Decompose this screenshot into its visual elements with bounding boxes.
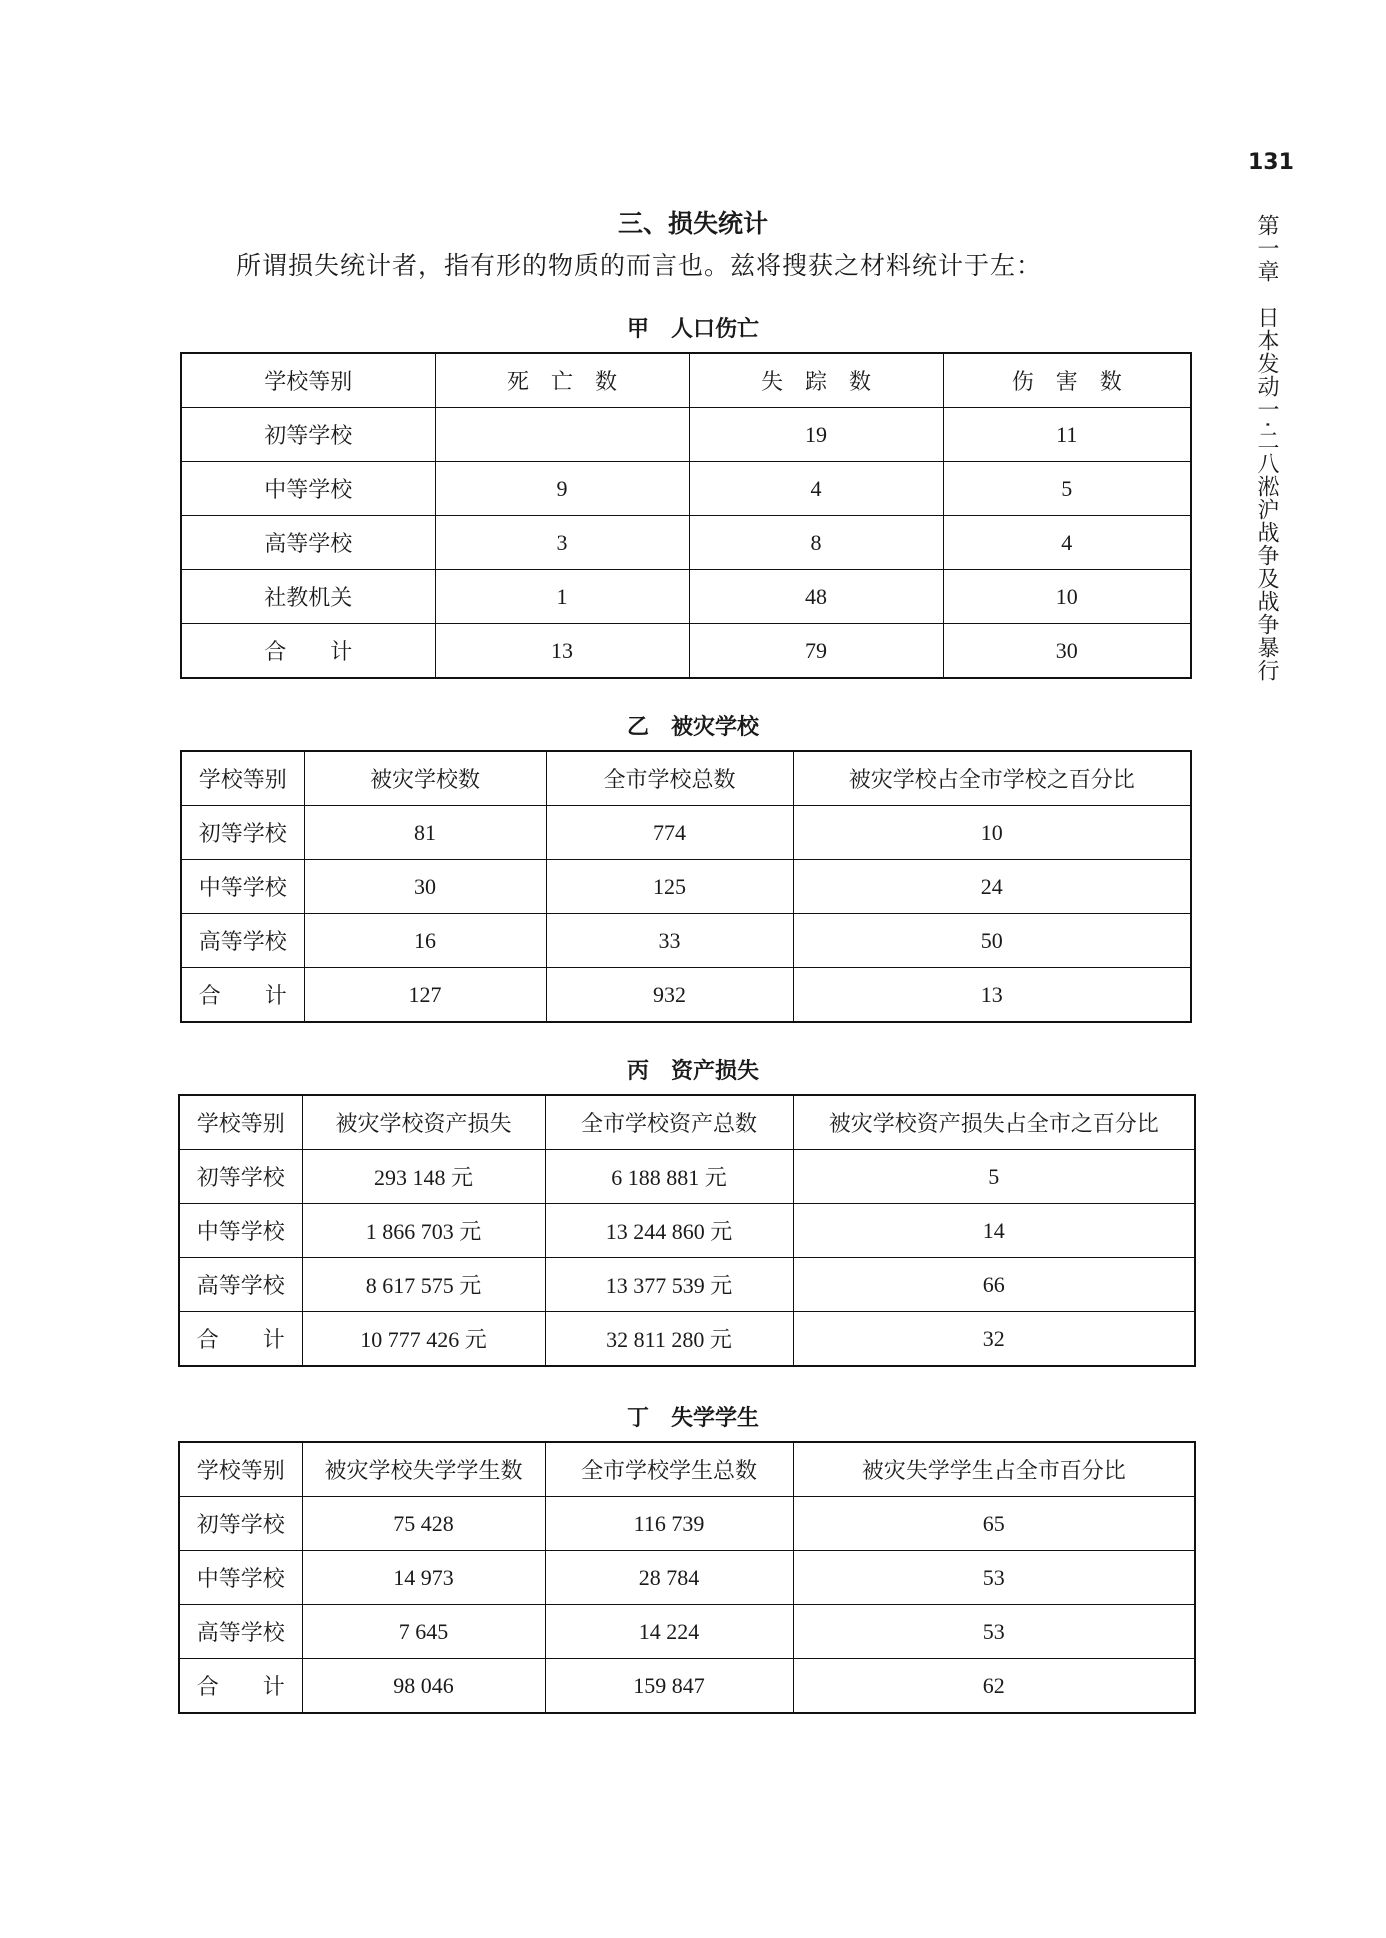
header-cell: 被灾学校占全市学校之百分比: [793, 751, 1191, 806]
table-cell: 13 244 860 元: [545, 1204, 793, 1258]
table-row: [181, 408, 1191, 462]
row-label: 高等学校: [181, 914, 304, 968]
table-cell: 9: [435, 462, 689, 516]
header-cell: 全市学校资产总数: [545, 1095, 793, 1150]
table-cell: 11: [943, 408, 1191, 462]
row-label: 合 计: [181, 624, 435, 679]
row-label: 初等学校: [179, 1150, 302, 1204]
table-cell: 30: [304, 860, 546, 914]
table-row: [179, 1258, 1195, 1312]
table-header-row: [181, 353, 1191, 408]
table-cell: 3: [435, 516, 689, 570]
chapter-side-header: 第一章 日本发动一·二八淞沪战争及战争暴行: [1254, 214, 1279, 682]
table-cell: 125: [546, 860, 793, 914]
table-row: [179, 1204, 1195, 1258]
row-label: 合 计: [181, 968, 304, 1023]
table-row: [181, 462, 1191, 516]
table-row: [181, 860, 1191, 914]
table-row: [179, 1497, 1195, 1551]
table-cell: 32: [793, 1312, 1195, 1367]
header-cell: 伤 害 数: [943, 353, 1191, 408]
table-row: [181, 806, 1191, 860]
header-cell: 失 踪 数: [689, 353, 943, 408]
header-cell: 死 亡 数: [435, 353, 689, 408]
table-cell: 30: [943, 624, 1191, 679]
table-cell: 65: [793, 1497, 1195, 1551]
header-cell: 被灾失学学生占全市百分比: [793, 1442, 1195, 1497]
row-label: 合 计: [179, 1659, 302, 1714]
table-cell: 98 046: [302, 1659, 545, 1714]
table-row: [181, 914, 1191, 968]
table-cell: 13 377 539 元: [545, 1258, 793, 1312]
table-cell: 32 811 280 元: [545, 1312, 793, 1367]
table-title-affected-schools: 乙 被灾学校: [626, 715, 759, 740]
table-header-row: [179, 1442, 1195, 1497]
table-cell: 127: [304, 968, 546, 1023]
table-cell: 116 739: [545, 1497, 793, 1551]
table-cell: 13: [793, 968, 1191, 1023]
table-row: [179, 1312, 1195, 1367]
table-cell: 62: [793, 1659, 1195, 1714]
table-title-casualties: 甲 人口伤亡: [626, 317, 759, 342]
table-cell: 53: [793, 1605, 1195, 1659]
table-cell: 50: [793, 914, 1191, 968]
table-row: [179, 1150, 1195, 1204]
table-title-asset-loss: 丙 资产损失: [626, 1059, 759, 1084]
table-cell: 5: [793, 1150, 1195, 1204]
affected-schools-table: [180, 750, 1192, 1023]
table-cell: 10: [943, 570, 1191, 624]
row-label: 高等学校: [179, 1605, 302, 1659]
table-header-row: [179, 1095, 1195, 1150]
table-cell: 932: [546, 968, 793, 1023]
table-cell: 53: [793, 1551, 1195, 1605]
table-cell: 5: [943, 462, 1191, 516]
table-cell: 774: [546, 806, 793, 860]
table-cell: 75 428: [302, 1497, 545, 1551]
header-cell: 全市学校学生总数: [545, 1442, 793, 1497]
table-cell: 48: [689, 570, 943, 624]
header-cell: 全市学校总数: [546, 751, 793, 806]
table-cell: 14: [793, 1204, 1195, 1258]
row-label: 中等学校: [179, 1551, 302, 1605]
table-header-row: [181, 751, 1191, 806]
table-row: [181, 570, 1191, 624]
table-row: [179, 1659, 1195, 1714]
row-label: 初等学校: [181, 408, 435, 462]
row-label: 初等学校: [179, 1497, 302, 1551]
row-label: 中等学校: [181, 860, 304, 914]
table-cell: 4: [689, 462, 943, 516]
table-cell: 8 617 575 元: [302, 1258, 545, 1312]
header-cell: 学校等别: [181, 353, 435, 408]
table-cell: 14 224: [545, 1605, 793, 1659]
table-cell: 8: [689, 516, 943, 570]
table-cell: 10: [793, 806, 1191, 860]
table-cell: 79: [689, 624, 943, 679]
table-cell: [435, 408, 689, 462]
table-cell: 24: [793, 860, 1191, 914]
table-cell: 10 777 426 元: [302, 1312, 545, 1367]
casualties-table: [180, 352, 1192, 679]
table-cell: 33: [546, 914, 793, 968]
page-number: 131: [1248, 150, 1294, 175]
row-label: 初等学校: [181, 806, 304, 860]
section-title: 三、损失统计: [617, 209, 768, 238]
table-cell: 7 645: [302, 1605, 545, 1659]
header-cell: 被灾学校资产损失: [302, 1095, 545, 1150]
table-row: [181, 516, 1191, 570]
table-row: [181, 624, 1191, 679]
table-cell: 1: [435, 570, 689, 624]
table-cell: 1 866 703 元: [302, 1204, 545, 1258]
header-cell: 学校等别: [179, 1095, 302, 1150]
row-label: 合 计: [179, 1312, 302, 1367]
table-row: [181, 968, 1191, 1023]
table-cell: 28 784: [545, 1551, 793, 1605]
table-title-dropout-students: 丁 失学学生: [626, 1406, 759, 1431]
header-cell: 被灾学校失学学生数: [302, 1442, 545, 1497]
table-cell: 293 148 元: [302, 1150, 545, 1204]
row-label: 社教机关: [181, 570, 435, 624]
row-label: 中等学校: [179, 1204, 302, 1258]
row-label: 高等学校: [179, 1258, 302, 1312]
table-cell: 6 188 881 元: [545, 1150, 793, 1204]
table-cell: 81: [304, 806, 546, 860]
table-row: [179, 1551, 1195, 1605]
header-cell: 学校等别: [179, 1442, 302, 1497]
header-cell: 被灾学校数: [304, 751, 546, 806]
asset-loss-table: [178, 1094, 1196, 1367]
table-cell: 4: [943, 516, 1191, 570]
table-cell: 13: [435, 624, 689, 679]
table-cell: 19: [689, 408, 943, 462]
table-cell: 14 973: [302, 1551, 545, 1605]
dropout-students-table: [178, 1441, 1196, 1714]
row-label: 高等学校: [181, 516, 435, 570]
table-cell: 66: [793, 1258, 1195, 1312]
intro-paragraph: 所谓损失统计者，指有形的物质的而言也。兹将搜获之材料统计于左：: [236, 251, 1043, 280]
table-cell: 16: [304, 914, 546, 968]
header-cell: 被灾学校资产损失占全市之百分比: [793, 1095, 1195, 1150]
table-cell: 159 847: [545, 1659, 793, 1714]
header-cell: 学校等别: [181, 751, 304, 806]
row-label: 中等学校: [181, 462, 435, 516]
table-row: [179, 1605, 1195, 1659]
